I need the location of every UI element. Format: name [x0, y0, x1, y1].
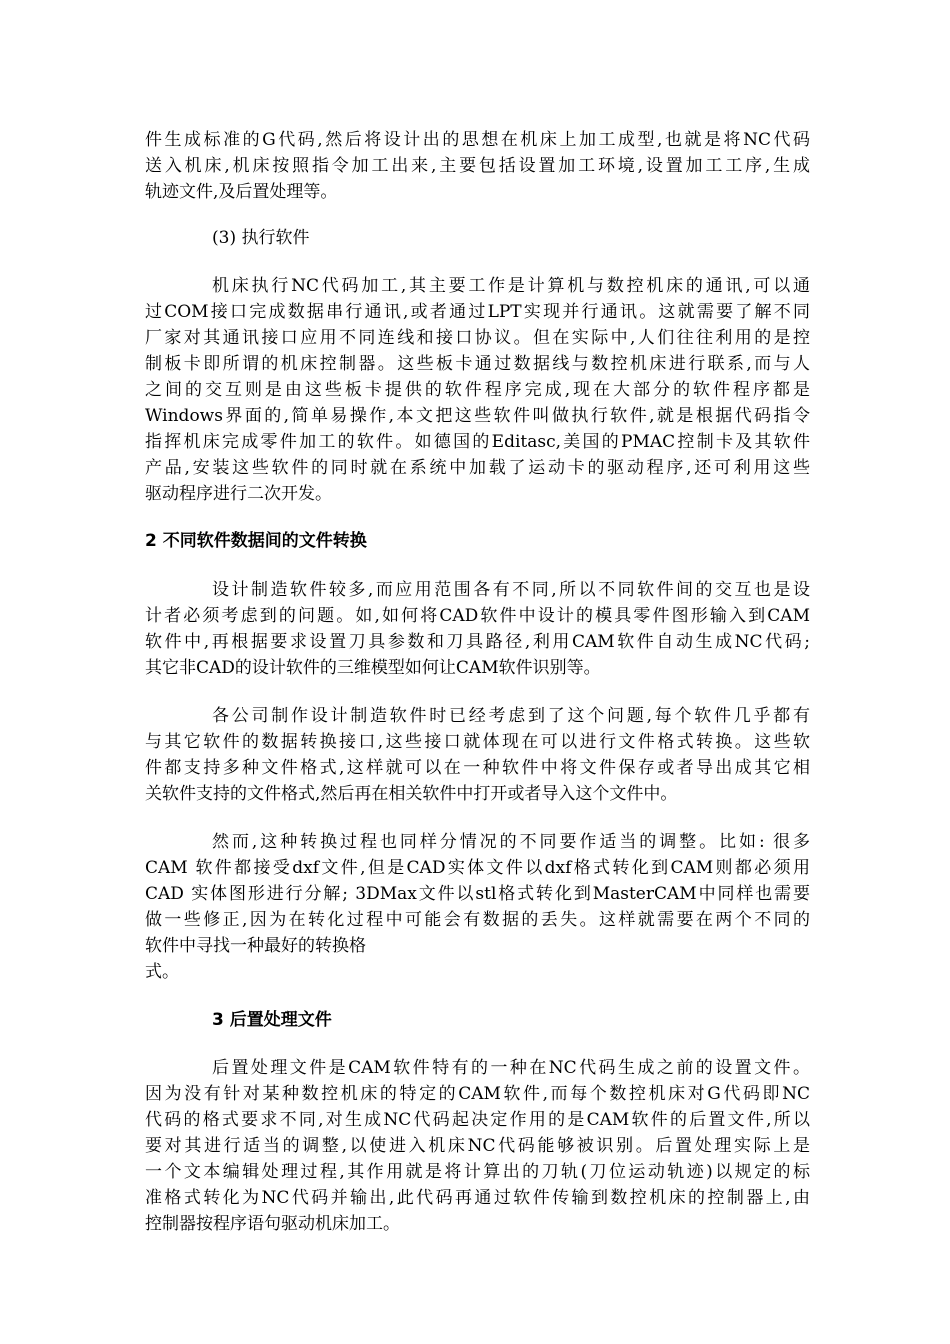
para3-line-4: 其它非CAD的设计软件的三维模型如何让CAM软件识别等。 — [145, 658, 601, 678]
para3-line-1: 设计制造软件较多,而应用范围各有不同,所以不同软件间的交互也是设 — [212, 580, 810, 600]
para4-line-2: 与其它软件的数据转换接口,这些接口就体现在可以进行文件格式转换。这些软 — [145, 732, 810, 752]
subheading-execution-software: (3) 执行软件 — [212, 228, 310, 248]
para2-line-5: 之间的交互则是由这些板卡提供的软件程序完成,现在大部分的软件程序都是 — [145, 380, 810, 400]
para4-line-1: 各公司制作设计制造软件时已经考虑到了这个问题,每个软件几乎都有 — [212, 706, 810, 726]
para6-line-3: 代码的格式要求不同,对生成NC代码起决定作用的是CAM软件的后置文件,所以 — [145, 1110, 810, 1130]
para2-line-1: 机床执行NC代码加工,其主要工作是计算机与数控机床的通讯,可以通 — [212, 276, 810, 296]
para5-line-3: CAD 实体图形进行分解; 3DMax文件以stl格式转化到MasterCAM中同样也需要 — [145, 884, 810, 904]
para2-line-2: 过COM接口完成数据串行通讯,或者通过LPT实现并行通讯。这就需要了解不同 — [145, 302, 810, 322]
para6-line-1: 后置处理文件是CAM软件特有的一种在NC代码生成之前的设置文件。 — [212, 1058, 810, 1078]
section-heading-3: 3 后置处理文件 — [212, 1010, 332, 1030]
para1-line-3: 轨迹文件,及后置处理等。 — [145, 182, 338, 202]
para2-line-7: 指挥机床完成零件加工的软件。如德国的Editasc,美国的PMAC控制卡及其软件 — [145, 432, 810, 452]
para6-line-7: 控制器按程序语句驱动机床加工。 — [145, 1214, 400, 1234]
para5-line-6: 式。 — [145, 962, 179, 982]
para5-line-2: CAM 软件都接受dxf文件,但是CAD实体文件以dxf格式转化到CAM则都必须用 — [145, 858, 810, 878]
para2-line-8: 产品,安装这些软件的同时就在系统中加载了运动卡的驱动程序,还可利用这些 — [145, 458, 810, 478]
para4-line-4: 关软件支持的文件格式,然后再在相关软件中打开或者导入这个文件中。 — [145, 784, 678, 804]
para4-line-3: 件都支持多种文件格式,这样就可以在一种软件中将文件保存或者导出成其它相 — [145, 758, 810, 778]
para3-line-2: 计者必须考虑到的问题。如,如何将CAD软件中设计的模具零件图形输入到CAM — [145, 606, 810, 626]
para5-line-4: 做一些修正,因为在转化过程中可能会有数据的丢失。这样就需要在两个不同的 — [145, 910, 810, 930]
para2-line-3: 厂家对其通讯接口应用不同连线和接口协议。但在实际中,人们往往利用的是控 — [145, 328, 810, 348]
para2-line-6: Windows界面的,简单易操作,本文把这些软件叫做执行软件,就是根据代码指令 — [145, 406, 810, 426]
para6-line-6: 准格式转化为NC代码并输出,此代码再通过软件传输到数控机床的控制器上,由 — [145, 1188, 810, 1208]
para5-line-5: 软件中寻找一种最好的转换格 — [145, 936, 366, 956]
para2-line-9: 驱动程序进行二次开发。 — [145, 484, 332, 504]
para5-line-1: 然而,这种转换过程也同样分情况的不同要作适当的调整。比如: 很多 — [212, 832, 810, 852]
para2-line-4: 制板卡即所谓的机床控制器。这些板卡通过数据线与数控机床进行联系,而与人 — [145, 354, 810, 374]
para3-line-3: 软件中,再根据要求设置刀具参数和刀具路径,利用CAM软件自动生成NC代码; — [145, 632, 810, 652]
para1-line-2: 送入机床,机床按照指令加工出来,主要包括设置加工环境,设置加工工序,生成 — [145, 156, 810, 176]
section-heading-2: 2 不同软件数据间的文件转换 — [145, 531, 367, 551]
para1-line-1: 件生成标准的G代码,然后将设计出的思想在机床上加工成型,也就是将NC代码 — [145, 130, 810, 150]
para6-line-4: 要对其进行适当的调整,以使进入机床NC代码能够被识别。后置处理实际上是 — [145, 1136, 810, 1156]
para6-line-5: 一个文本编辑处理过程,其作用就是将计算出的刀轨(刀位运动轨迹)以规定的标 — [145, 1162, 810, 1182]
para6-line-2: 因为没有针对某种数控机床的特定的CAM软件,而每个数控机床对G代码即NC — [145, 1084, 810, 1104]
